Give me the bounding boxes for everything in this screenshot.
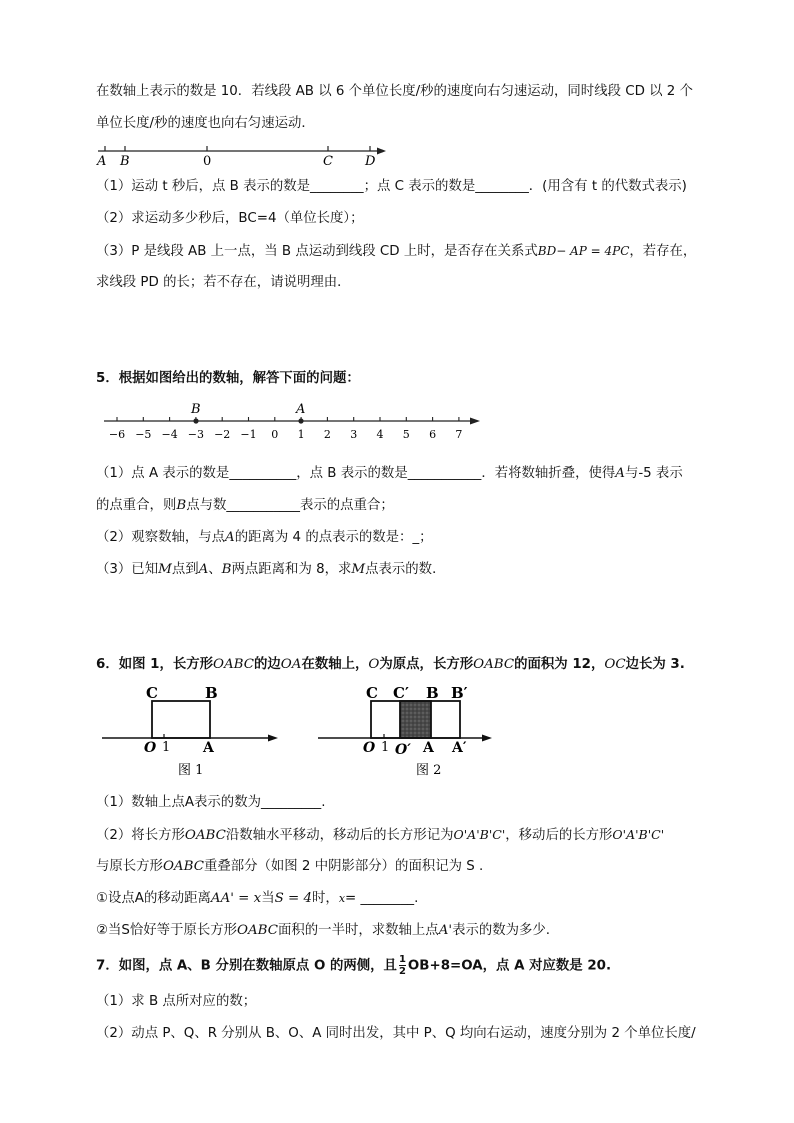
q5-label-A: A [296,402,306,417]
overlap-shaded-region [400,701,431,738]
fig2-label-Cprime: C′ [393,684,409,702]
fig2-label-C: C [366,684,378,702]
q5-part-2 [96,528,433,548]
q6-part-2-2-a: ②当S恰好等于原长方形 [96,923,238,938]
q4-part-3 [96,241,696,262]
q6-part-2-a: （2）将长方形 [96,828,185,843]
q6-title-a: 6．如图 1，长方形 [96,657,214,672]
q6-part-2-m2: O'A'B'C' [453,827,506,842]
q6-figure-2 [314,684,504,780]
q7-part-1: （1）求 B 点所对应的数； [96,994,257,1009]
q5-number-line [96,398,486,446]
q7-fraction-num: 1 [398,954,406,965]
q5-part-1-cont-b: 点与数___________表示的点重合； [186,498,394,513]
q5-tick-label: 6 [429,428,437,441]
q5-part-2-A: A [225,530,235,545]
q5-label-B: B [191,402,201,417]
q7-title-b: OB+8=OA，点 A 对应数是 20. [407,958,612,974]
q5-tick-label: −5 [135,428,152,441]
q5-part-3-d: 两点距离和为 8，求 [231,562,352,577]
q6-part-2-cont-b: 重叠部分（如图 2 中阴影部分）的面积记为 S . [203,859,484,874]
q7-fraction-den: 2 [398,966,406,977]
q5-part-1 [96,464,683,484]
q5-point-A [298,418,303,423]
q5-tick-label: −4 [161,428,178,441]
q6-part-2-2-m: OABC [237,923,279,938]
q4-part-3-cont: 求线段 PD 的长；若不存在，请说明理由． [96,275,351,290]
q6-title-m4: OABC [473,657,515,672]
q6-part-2-cont-a: 与原长方形 [96,859,163,874]
q5-tick-label: 3 [350,428,358,441]
q6-title-m3: O [368,657,380,672]
q5-tick-label: −2 [214,428,231,441]
fig2-label-O: O [363,740,376,756]
q5-tick-label: 2 [323,428,331,441]
q6-part-2-1-x: x [338,892,346,905]
q5-part-1-cont-B: B [176,498,187,513]
q7-fraction [399,954,406,977]
q5-tick-label: 5 [402,428,410,441]
fig2-caption: 图 2 [416,763,442,778]
q6-part-2-cont [96,857,483,877]
fig1-label-B: B [205,684,218,702]
q5-part-3-A: A [198,562,209,577]
q6-part-2-m: OABC [184,828,226,843]
q5-part-3-M2: M [351,562,366,577]
q6-part-2-1-m: AA' = x [210,891,262,906]
q6-part-2-m3: O'A'B'C' [612,827,665,842]
q6-figure-1 [98,684,288,780]
q7-title-a: 7．如图，点 A、B 分别在数轴原点 O 的两侧，且 [96,958,397,974]
q5-part-3-c: 、 [208,562,222,577]
q5-tick-label: 4 [376,428,384,441]
q6-part-2 [96,825,664,846]
q5-part-1-cont [96,496,394,516]
q5-part-3 [96,560,445,580]
fig1-label-one: 1 [162,740,171,755]
q6-title-e: 的面积为 12， [514,657,605,672]
q5-title: 5．根据如图给出的数轴，解答下面的问题： [96,371,360,386]
fig2-label-one: 1 [381,740,390,755]
q5-part-1-b: 与-5 表示 [624,466,683,481]
q6-part-2-1-m2: S = 4 [274,891,313,906]
q5-part-2-b: 的距离为 4 的点表示的数是：_； [234,530,433,545]
q5-tick-label: −3 [187,428,205,441]
q5-part-1-a: （1）点 A 表示的数是__________，点 B 表示的数是___________．若将数轴折叠，使得 [96,466,616,481]
q5-tick-label: 7 [455,428,463,441]
q4-label-zero: 0 [203,154,212,169]
q4-number-line [94,138,394,172]
q5-part-3-B: B [221,562,232,577]
q4-label-D: D [365,154,376,169]
fig1-label-C: C [146,684,158,702]
q6-title-b: 的边 [254,657,281,672]
q6-part-2-c: ，移动后的长方形 [505,828,613,843]
fig2-label-Bprime: B′ [451,684,468,702]
q5-part-3-M: M [158,562,172,577]
q5-part-3-b: 点到 [171,562,199,577]
q5-tick-label: −6 [108,428,126,441]
q5-point-B [193,418,198,423]
q4-line-2: 单位长度/秒的速度也向右匀速运动． [96,116,315,131]
q4-part-3-text-a: （3）P 是线段 AB 上一点，当 B 点运动到线段 CD 上时，是否存在关系式 [96,244,538,259]
fig2-label-A: A [423,740,434,756]
fig2-label-Aprime: A′ [452,740,467,756]
q4-label-B: B [120,154,130,169]
q6-title [96,655,685,675]
q5-part-3-e: 点表示的数． [365,562,446,577]
q6-part-2-1-d: = ________. [345,891,419,906]
q7-title [96,954,611,977]
fig1-label-A: A [203,740,214,756]
q6-title-m1: OABC [213,657,255,672]
q5-part-1-cont-a: 的点重合，则 [96,498,177,513]
q4-label-C: C [323,154,333,169]
q6-title-m5: OC [604,657,626,672]
q5-part-1-A: A [615,466,625,481]
q4-part-3-math: BD− AP = 4PC [537,244,630,258]
q5-part-3-a: （3）已知 [96,562,159,577]
q4-part-3-text-b: ，若存在， [629,244,697,259]
q6-part-2-2-c: 表示的数为多少. [452,923,551,938]
q5-tick-label: −1 [240,428,257,441]
q6-title-m2: OA [280,657,302,672]
fig1-label-O: O [144,740,157,756]
q6-title-c: 在数轴上， [301,657,369,672]
q6-part-2-1-b: 当 [261,891,275,906]
fig2-label-Oprime: O′ [395,742,411,758]
q6-part-2-1 [96,889,418,909]
q7-part-2: （2）动点 P、Q、R 分别从 B、O、A 同时出发，其中 P、Q 均向右运动，速度分别为 2 个单位长度/ [96,1026,696,1041]
q4-part-2: （2）求运动多少秒后，BC=4（单位长度）； [96,211,364,226]
q5-part-2-a: （2）观察数轴，与点 [96,530,226,545]
q5-tick-label: 1 [297,428,305,441]
q6-part-1: （1）数轴上点A表示的数为_________. [96,795,326,810]
q6-title-d: 为原点，长方形 [379,657,474,672]
q4-part-1: （1）运动 t 秒后，点 B 表示的数是________；点 C 表示的数是________．(用含有 t 的代数式表示) [96,179,687,194]
fig2-label-B: B [426,684,439,702]
q6-part-2-b: 沿数轴水平移动，移动后的长方形记为 [225,828,454,843]
q6-part-2-2-b: 面积的一半时，求数轴上点 [278,923,439,938]
q6-part-2-1-a: ①设点A的移动距离 [96,891,211,906]
q6-part-2-2 [96,921,550,941]
fig1-caption: 图 1 [178,763,204,778]
q6-part-2-2-m2: A' [438,923,453,938]
q4-label-A: A [97,154,107,169]
q4-line-1: 在数轴上表示的数是 10．若线段 AB 以 6 个单位长度/秒的速度向右匀速运动，同时线段 CD 以 2 个 [96,84,693,99]
q6-part-2-1-c: 时， [312,891,339,906]
q6-part-2-cont-m: OABC [162,859,204,874]
q6-title-f: 边长为 3. [625,657,685,672]
q5-tick-label: 0 [271,428,279,441]
